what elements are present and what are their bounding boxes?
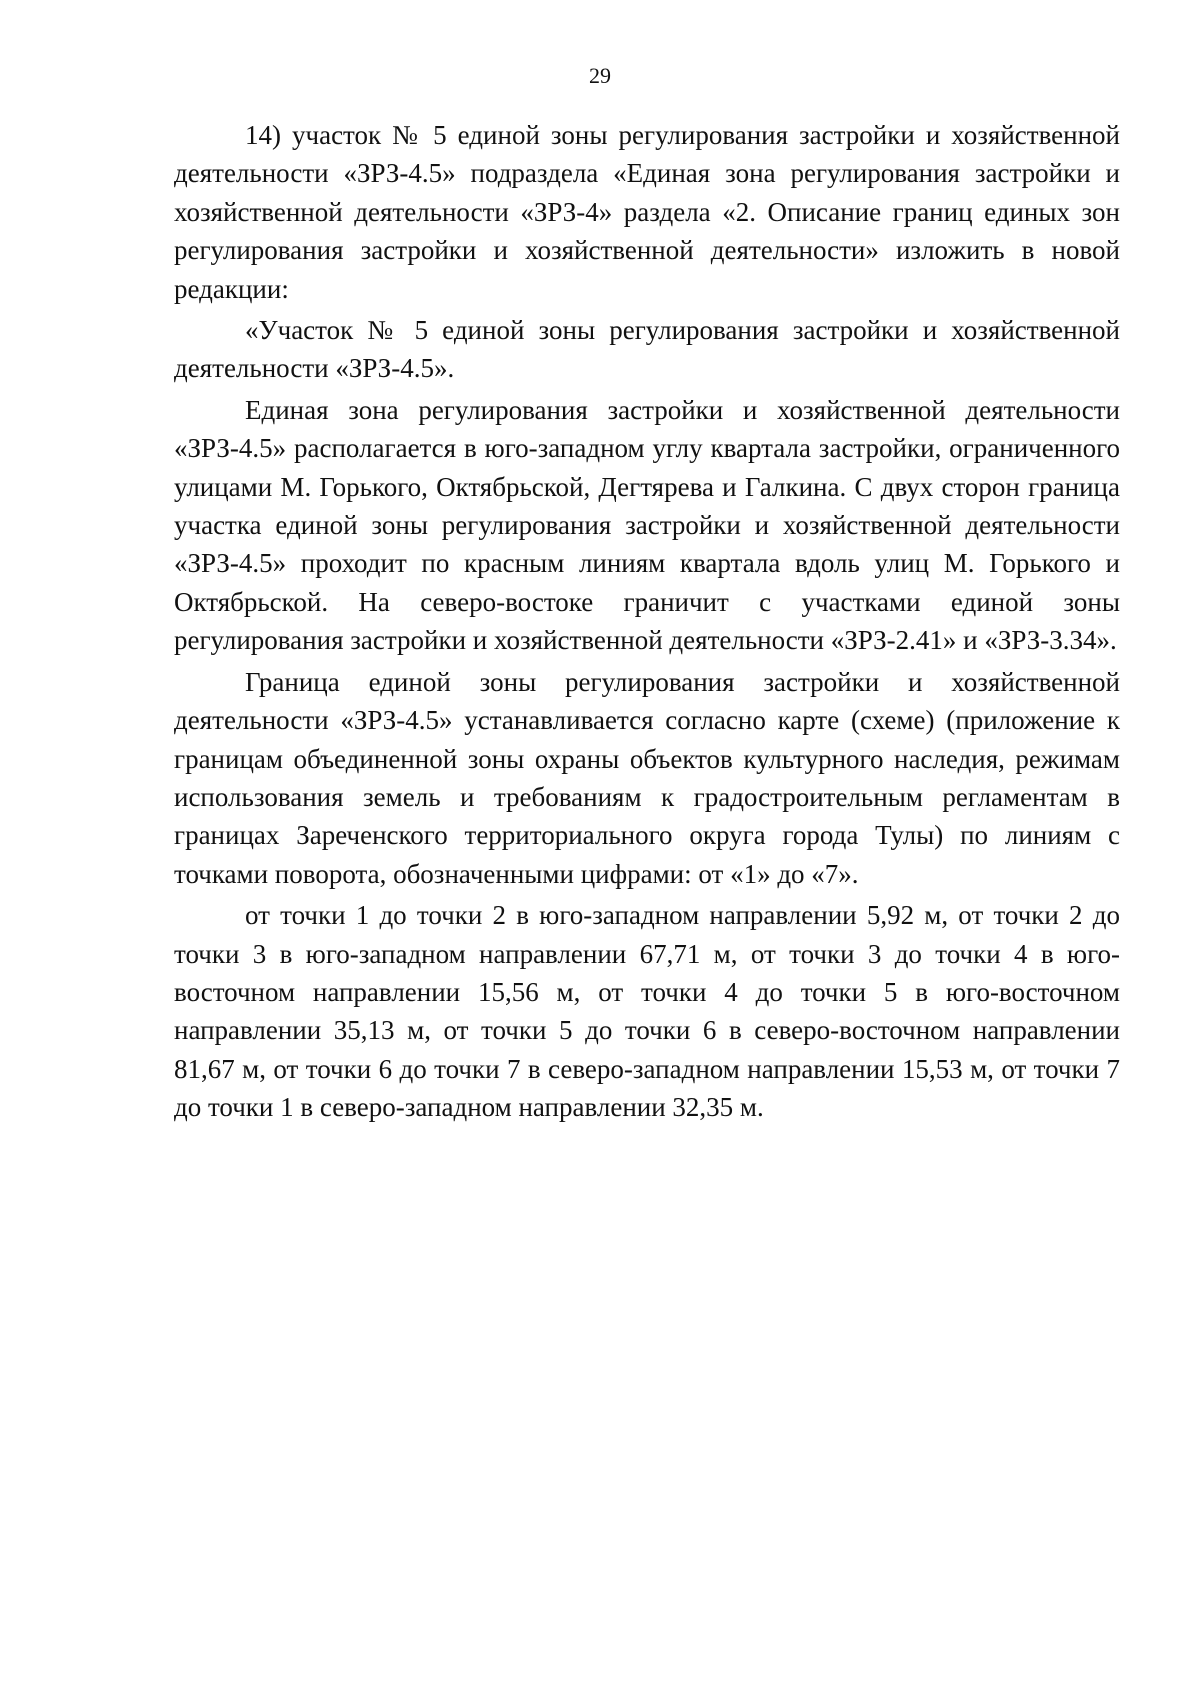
body-text [174,116,1120,1130]
paragraph-section-heading: «Участок № 5 единой зоны регулирования застройки и хозяйственной деятельности «ЗРЗ-4.5». [174,315,1120,384]
paragraph-amendment-item: 14) участок № 5 единой зоны регулирования застройки и хозяйственной деятельности «ЗРЗ-4.5» подраздела «Единая зона регулирования застройки и хозяйственной деятельности «ЗРЗ-4» раздела «2. Описание границ единых зон регулирования застройки и хозяйственной деятельности» изложить в новой редакции: [174,120,1120,304]
paragraph-zone-location: Единая зона регулирования застройки и хозяйственной деятельности «ЗРЗ-4.5» располагается в юго-западном углу квартала застройки, ограниченного улицами М. Горького, Октябрьской, Дегтярева и Галкина. С двух сторон граница участка единой зоны регулирования застройки и хозяйственной деятельности «ЗРЗ-4.5» проходит по красным линиям квартала вдоль улиц М. Горького и Октябрьской. На северо-востоке граничит с участками единой зоны регулирования застройки и хозяйственной деятельности «ЗРЗ-2.41» и «ЗРЗ-3.34». [174,394,1120,656]
paragraph-boundary-points: от точки 1 до точки 2 в юго-западном направлении 5,92 м, от точки 2 до точки 3 в юго-западном направлении 67,71 м, от точки 3 до точки 4 в юго-восточном направлении 15,56 м, от точки 4 до точки 5 в юго-восточном направлении 35,13 м, от точки 5 до точки 6 в северо-восточном направлении 81,67 м, от точки 6 до точки 7 в северо-западном направлении 15,53 м, от точки 7 до точки 1 в северо-западном направлении 32,35 м. [174,900,1120,1123]
page-number: 29 [589,63,611,88]
paragraph-boundary-basis: Граница единой зоны регулирования застройки и хозяйственной деятельности «ЗРЗ-4.5» устанавливается согласно карте (схеме) (приложение к границам объединенной зоны охраны объектов культурного наследия, режимам использования земель и требованиям к градостроительным регламентам в границах Зареченского территориального округа города Тулы) по линиям с точками поворота, обозначенными цифрами: от «1» до «7». [174,666,1120,889]
